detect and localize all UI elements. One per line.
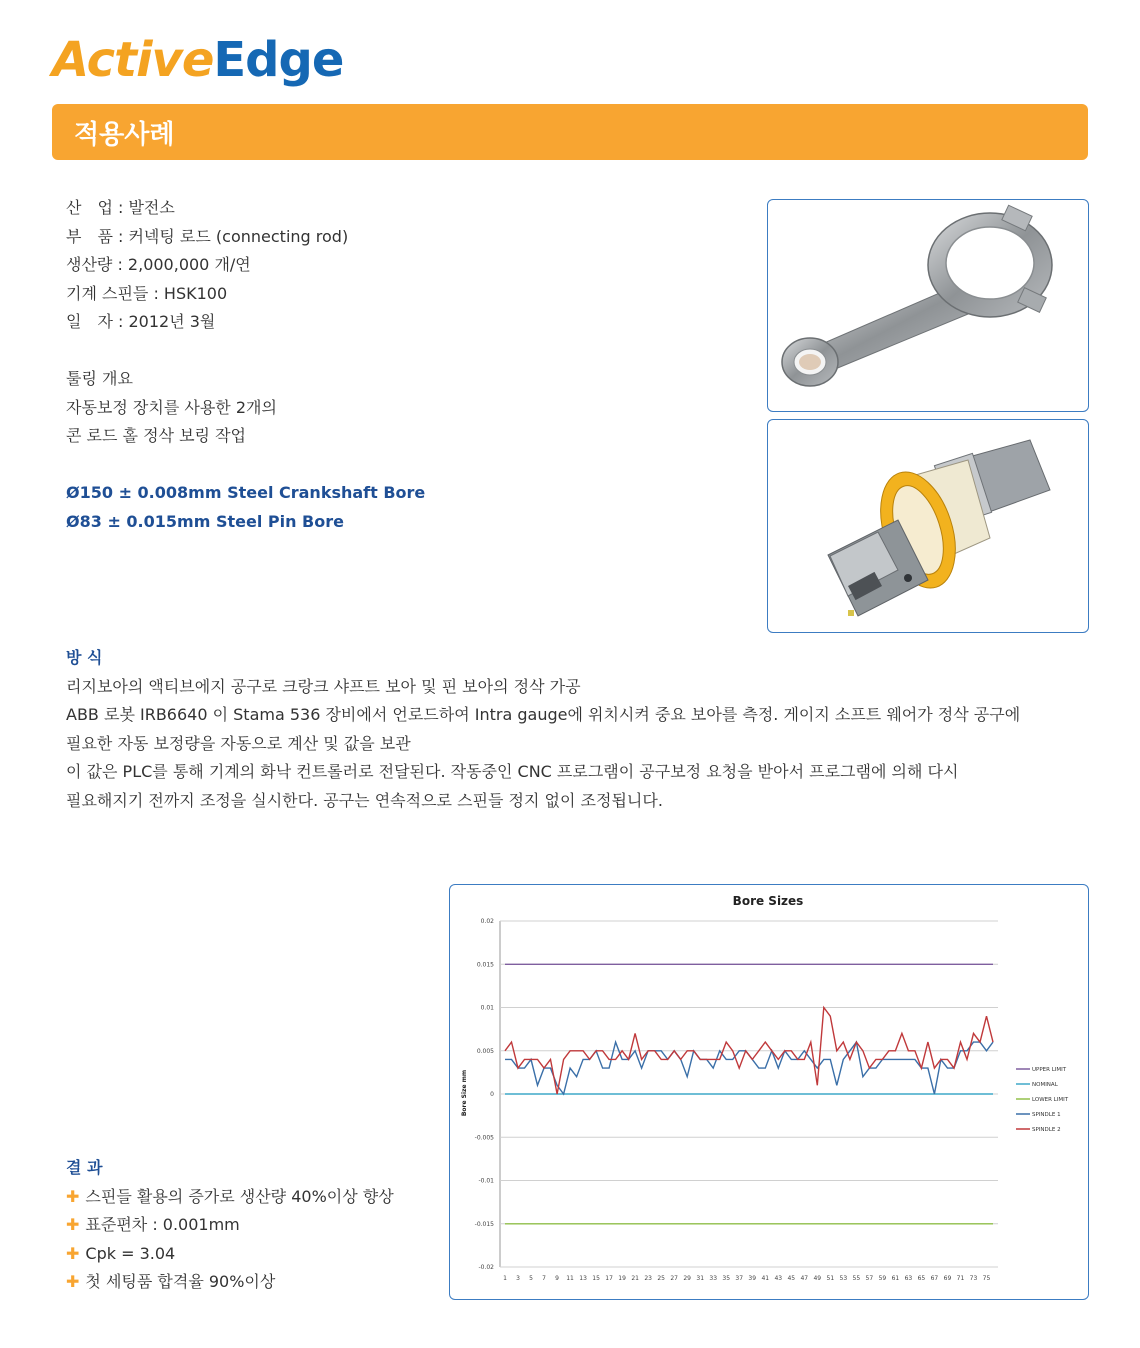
chart-x-ticks — [503, 1275, 990, 1282]
chart-y-tick-label: 0 — [490, 1091, 494, 1098]
chart-x-tick-label: 5 — [529, 1275, 533, 1282]
method-line-2: ABB 로봇 IRB6640 이 Stama 536 장비에서 언로드하여 Intra gauge에 위치시켜 중요 보아를 측정. 게이지 소프트 웨어가 정삭 공구에 — [66, 705, 1021, 724]
chart-x-tick-label: 73 — [969, 1275, 978, 1282]
bore-sizes-chart — [449, 884, 1089, 1300]
spec-line-spindle: 기계 스핀들 : HSK100 — [66, 283, 228, 303]
method-line-3: 필요한 자동 보정량을 자동으로 계산 및 값을 보관 — [66, 733, 411, 753]
bore-spec-crankshaft: Ø150 ± 0.008mm Steel Crankshaft Bore — [66, 483, 426, 502]
chart-x-tick-label: 75 — [982, 1275, 991, 1282]
legend-entry: NOMINAL — [1032, 1082, 1058, 1088]
chart-x-tick-label: 51 — [826, 1275, 835, 1282]
method-title: 방 식 — [66, 648, 103, 667]
chart-x-tick-label: 3 — [516, 1275, 520, 1282]
result-item — [66, 1240, 394, 1269]
chart-x-tick-label: 15 — [592, 1275, 600, 1282]
result-item — [66, 1183, 394, 1212]
bore-sizes-chart-svg — [450, 885, 1088, 1299]
chart-y-tick-label: -0.005 — [474, 1134, 494, 1142]
chart-x-tick-label: 61 — [891, 1275, 900, 1282]
plus-icon: ✚ — [66, 1186, 80, 1206]
results-title: 결 과 — [66, 1158, 103, 1177]
logo-edge-word: Edge — [213, 32, 344, 88]
result-text: 첫 세팅품 합격율 90%이상 — [85, 1272, 276, 1291]
bore-specs — [66, 479, 425, 536]
chart-x-tick-label: 71 — [956, 1275, 965, 1282]
spec-list — [66, 194, 425, 337]
chart-x-tick-label: 33 — [709, 1275, 718, 1282]
chart-x-tick-label: 49 — [813, 1275, 822, 1282]
chart-x-tick-label: 69 — [943, 1275, 952, 1282]
chart-series-spindle-1 — [505, 1042, 993, 1094]
legend-entry: SPINDLE 2 — [1032, 1127, 1061, 1133]
chart-y-ticks — [475, 918, 495, 1271]
spec-line-part: 부 품 : 커넥팅 로드 (connecting rod) — [66, 226, 349, 246]
chart-x-tick-label: 11 — [566, 1275, 574, 1282]
bore-spec-pin: Ø83 ± 0.015mm Steel Pin Bore — [66, 511, 344, 531]
chart-y-tick-label: 0.02 — [480, 918, 494, 925]
legend-entry: SPINDLE 1 — [1032, 1112, 1061, 1118]
spec-line-production: 생산량 : 2,000,000 개/연 — [66, 255, 251, 274]
chart-x-tick-label: 19 — [618, 1275, 626, 1282]
boring-tool-illustration — [768, 420, 1088, 632]
chart-x-tick-label: 25 — [657, 1275, 665, 1282]
result-text: 표준편차 : 0.001mm — [85, 1215, 240, 1234]
chart-x-tick-label: 59 — [878, 1275, 887, 1282]
chart-x-tick-label: 63 — [904, 1275, 913, 1282]
case-info — [66, 194, 425, 536]
spec-line-date: 일 자 : 2012년 3월 — [66, 312, 216, 331]
chart-y-tick-label: 0.005 — [476, 1047, 494, 1055]
chart-x-tick-label: 43 — [774, 1275, 783, 1282]
chart-x-tick-label: 67 — [930, 1275, 939, 1282]
chart-x-tick-label: 21 — [631, 1275, 639, 1282]
chart-x-tick-label: 17 — [605, 1275, 613, 1282]
banner-title: 적용사례 — [74, 120, 175, 150]
result-text: 스핀들 활용의 증가로 생산량 40%이상 향상 — [85, 1186, 394, 1206]
tooling-line-1: 자동보정 장치를 사용한 2개의 — [66, 397, 277, 417]
method-line-4: 이 값은 PLC를 통해 기계의 화낙 컨트롤러로 전달된다. 작동중인 CNC 프로그램이 공구보정 요청을 받아서 프로그램에 의해 다시 — [66, 762, 959, 781]
chart-y-tick-label: -0.02 — [478, 1264, 494, 1271]
chart-x-tick-label: 7 — [542, 1275, 546, 1282]
active-edge-logo — [52, 30, 343, 90]
chart-y-tick-label: -0.015 — [474, 1220, 494, 1228]
chart-x-tick-label: 41 — [761, 1275, 770, 1282]
chart-x-tick-label: 47 — [800, 1275, 809, 1282]
chart-y-tick-label: 0.01 — [480, 1004, 494, 1012]
method-line-5: 필요해지기 전까지 조정을 실시한다. 공구는 연속적으로 스핀들 정지 없이 조정됩니다. — [66, 790, 663, 810]
chart-x-tick-label: 13 — [579, 1275, 587, 1282]
chart-x-tick-label: 35 — [722, 1275, 731, 1282]
chart-y-axis-label: Bore Size mm — [461, 1069, 468, 1117]
chart-x-tick-label: 39 — [748, 1275, 757, 1282]
chart-x-tick-label: 57 — [865, 1275, 874, 1282]
legend-entry: UPPER LIMIT — [1032, 1067, 1067, 1073]
chart-y-tick-label: 0.015 — [476, 961, 494, 969]
chart-x-tick-label: 23 — [644, 1275, 652, 1282]
chart-x-tick-label: 37 — [735, 1275, 744, 1282]
connecting-rod-illustration — [768, 200, 1088, 411]
boring-tool-photo — [767, 419, 1089, 633]
chart-x-tick-label: 65 — [917, 1275, 926, 1282]
plus-icon: ✚ — [66, 1215, 80, 1234]
chart-x-tick-label: 55 — [852, 1275, 861, 1282]
chart-x-tick-label: 27 — [670, 1275, 678, 1282]
chart-legend — [1016, 1067, 1069, 1133]
connecting-rod-photo — [767, 199, 1089, 412]
chart-x-tick-label: 29 — [683, 1275, 692, 1282]
tooling-overview — [66, 365, 425, 451]
method-line-1: 리지보아의 액티브에지 공구로 크랑크 샤프트 보아 및 핀 보아의 정삭 가공 — [66, 676, 581, 696]
chart-series-lines — [505, 964, 993, 1224]
results-section — [66, 1154, 394, 1297]
chart-x-tick-label: 1 — [503, 1275, 507, 1282]
chart-y-tick-label: -0.01 — [478, 1177, 494, 1185]
tooling-line-2: 콘 로드 홀 정삭 보링 작업 — [66, 426, 246, 445]
section-banner — [52, 104, 1088, 160]
legend-entry: LOWER LIMIT — [1032, 1097, 1069, 1103]
chart-x-tick-label: 45 — [787, 1275, 796, 1282]
chart-x-tick-label: 53 — [839, 1275, 848, 1282]
tooling-title: 툴링 개요 — [66, 369, 133, 388]
plus-icon: ✚ — [66, 1272, 80, 1291]
method-section — [66, 644, 1096, 815]
result-item — [66, 1211, 394, 1240]
chart-x-tick-label: 9 — [555, 1275, 559, 1282]
spec-line-industry: 산 업 : 발전소 — [66, 198, 175, 217]
result-item — [66, 1268, 394, 1297]
result-text: Cpk = 3.04 — [85, 1243, 176, 1263]
plus-icon: ✚ — [66, 1243, 80, 1263]
chart-x-tick-label: 31 — [696, 1275, 705, 1282]
chart-title: Bore Sizes — [732, 894, 804, 908]
logo-active-word: Active — [52, 32, 214, 88]
